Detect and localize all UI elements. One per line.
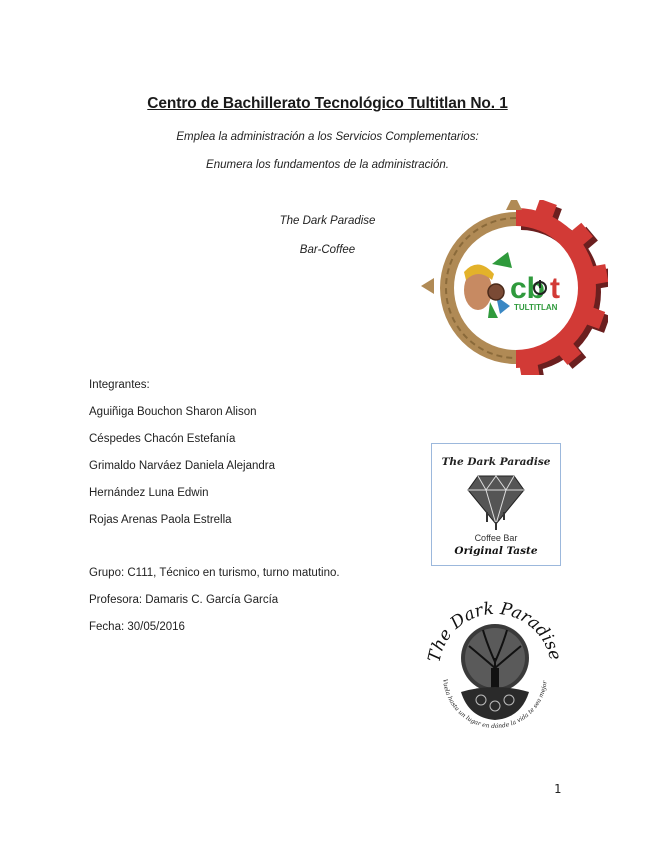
coffee-logo-line1: Coffee Bar: [474, 533, 518, 543]
subtitle-topic: Enumera los fundamentos de la administración.: [206, 159, 449, 171]
svg-text:Vuela hasta un lugar en dónde: Vuela hasta un lugar en dónde la vida te sea mejor: [441, 678, 549, 731]
member-name: Grimaldo Narváez Daniela Alejandra: [89, 460, 276, 472]
document-title: Centro de Bachillerato Tecnológico Tultitlan No. 1: [147, 95, 508, 112]
project-name: The Dark Paradise: [279, 215, 376, 227]
svg-text:The Dark Paradise: The Dark Paradise: [425, 598, 565, 665]
coffee-logo-line2: Original Taste: [454, 545, 538, 557]
subtitle-activity: Emplea la administración a los Servicios Complementarios:: [176, 131, 479, 143]
member-name: Aguiñiga Bouchon Sharon Alison: [89, 406, 257, 418]
tree-logo: [425, 596, 565, 744]
tree-of-life-icon: [425, 596, 565, 744]
members-label: Integrantes:: [89, 379, 150, 391]
group-info: Grupo: C111, Técnico en turismo, turno matutino.: [89, 567, 340, 579]
member-name: Rojas Arenas Paola Estrella: [89, 514, 232, 526]
svg-text:TULTITLAN: TULTITLAN: [514, 303, 558, 312]
project-type: Bar-Coffee: [299, 244, 356, 256]
teacher-info: Profesora: Damaris C. García García: [89, 594, 279, 606]
member-name: Céspedes Chacón Estefanía: [89, 433, 236, 445]
coffee-bar-logo: [431, 443, 561, 566]
page-number: 1: [554, 782, 562, 796]
diamond-icon: [466, 472, 526, 532]
school-logo: [418, 200, 608, 375]
svg-text:cb: cb: [510, 272, 546, 305]
svg-text:t: t: [550, 272, 560, 305]
date-info: Fecha: 30/05/2016: [89, 621, 185, 633]
member-name: Hernández Luna Edwin: [89, 487, 209, 499]
coffee-logo-title: The Dark Paradise: [441, 456, 551, 468]
gear-emblem-icon: [418, 200, 608, 375]
